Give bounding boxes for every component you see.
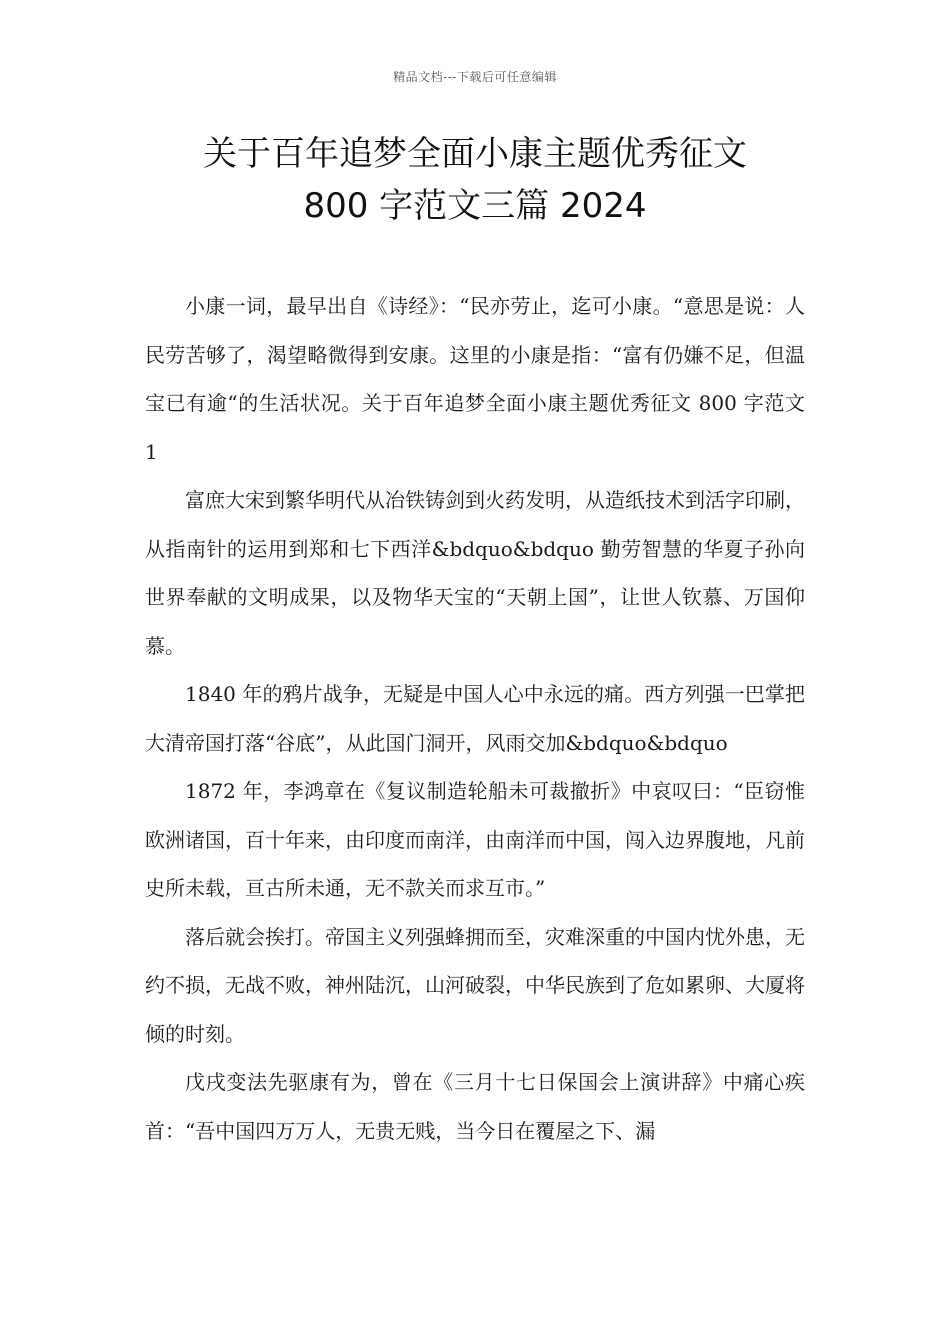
title-line-1: 关于百年追梦全面小康主题优秀征文 [203, 134, 747, 174]
paragraph: 富庶大宋到繁华明代从冶铁铸剑到火药发明，从造纸技术到活字印刷，从指南针的运用到郑和七下西洋&bdquo&bdquo 勤劳智慧的华夏子孙向世界奉献的文明成果，以及物华天宝的“天朝上国”，让世人钦慕、万国仰慕。 [145, 488, 805, 658]
paragraph: 1840 年的鸦片战争，无疑是中国人心中永远的痛。西方列强一巴掌把大清帝国打落“谷底”，从此国门洞开，风雨交加&bdquo&bdquo [145, 682, 805, 755]
paragraph: 落后就会挨打。帝国主义列强蜂拥而至，灾难深重的中国内忧外患，无约不损，无战不败，神州陆沉，山河破裂，中华民族到了危如累卵、大厦将倾的时刻。 [145, 924, 805, 1046]
paragraph: 1872 年，李鸿章在《复议制造轮船未可裁撤折》中哀叹曰：“臣窃惟欧洲诸国，百十年来，由印度而南洋，由南洋而中国，闯入边界腹地，凡前史所未载，亘古所未通，无不款关而求互市。” [145, 779, 805, 900]
document-body [145, 282, 805, 1155]
title-line-2: 800 字范文三篇 2024 [303, 186, 647, 226]
paragraph: 戊戌变法先驱康有为，曾在《三月十七日保国会上演讲辞》中痛心疾首：“吾中国四万万人，无贵无贱，当今日在覆屋之下、漏 [145, 1070, 805, 1143]
paragraph: 小康一词，最早出自《诗经》：“民亦劳止，迄可小康。“意思是说：人民劳苦够了，渴望略微得到安康。这里的小康是指：“富有仍嫌不足，但温宝已有逾“的生活状况。关于百年追梦全面小康主题优秀征文 800 字范文 1 [145, 294, 805, 464]
document-title [120, 128, 830, 232]
header-note: 精品文档---下载后可任意编辑 [393, 70, 557, 84]
